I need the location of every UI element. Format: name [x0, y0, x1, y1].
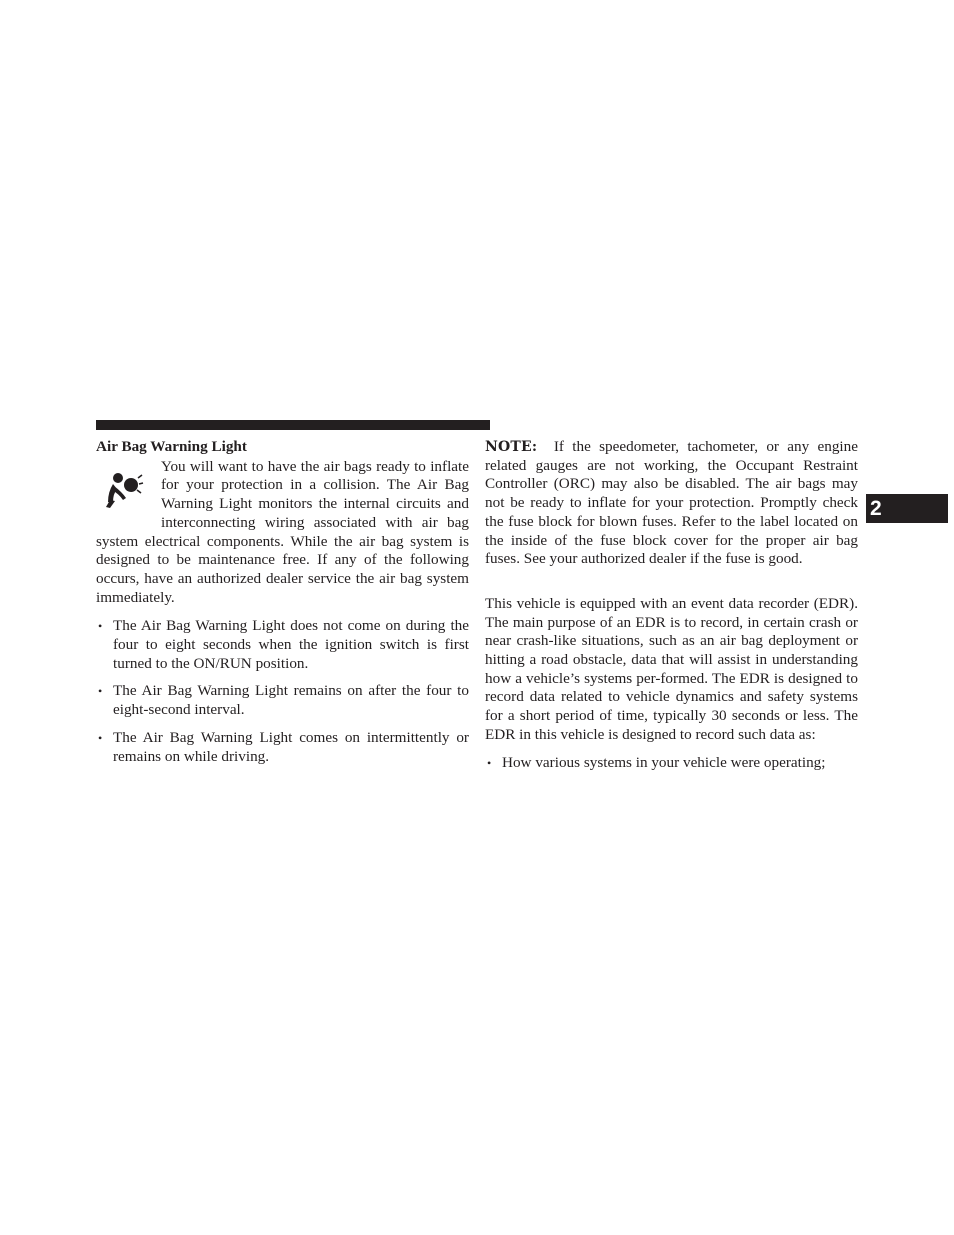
note-text: If the speedometer, tachometer, or any engine related gauges are not working, the Occupant Restraint Controller (ORC) may also be disabled. The air bags may not be ready to inflate for your protection. Promptly check the fuse block for blown fuses. Refer to the label located on the inside of the fuse block cover for the proper air bag fuses. See your authorized dealer if the fuse is good. — [485, 438, 858, 568]
section-top-rule — [96, 420, 490, 430]
list-item: • The Air Bag Warning Light does not come on during the four to eight seconds when the ignition switch is first turned to the ON/RUN position. — [96, 617, 469, 673]
intro-paragraph: You will want to have the air bags ready to inflate for your protection in a collision. The Air Bag Warning Light monitors the internal circuits and interconnecting wiring associated with air bag system electrical components. While the air bag system is designed to be maintenance free. If any of the following occurs, have an authorized dealer service the air bag system immediately. — [96, 457, 469, 606]
right-column — [485, 438, 858, 781]
section-heading: Air Bag Warning Light — [96, 438, 247, 455]
edr-data-list — [485, 754, 858, 773]
list-item: • How various systems in your vehicle were operating; — [485, 754, 858, 773]
airbag-warning-icon — [96, 458, 148, 524]
note-label: NOTE: — [485, 439, 538, 455]
chapter-tab: 2 — [866, 494, 948, 523]
list-item: • The Air Bag Warning Light comes on intermittently or remains on while driving. — [96, 729, 469, 766]
edr-paragraph: This vehicle is equipped with an event data recorder (EDR). The main purpose of an EDR is to record, in certain crash or near crash-like situations, such as an air bag deployment or hitting a road obstacle, data that will assist in understanding how a vehicle’s systems per-formed. The EDR is designed to record data related to vehicle dynamics and safety systems for a short period of time, typically 30 seconds or less. The EDR in this vehicle is designed to record such data as: — [485, 594, 858, 743]
left-column — [96, 438, 469, 775]
warning-conditions-list — [96, 617, 469, 766]
list-item: • The Air Bag Warning Light remains on after the four to eight-second interval. — [96, 682, 469, 719]
note-paragraph — [485, 438, 858, 569]
